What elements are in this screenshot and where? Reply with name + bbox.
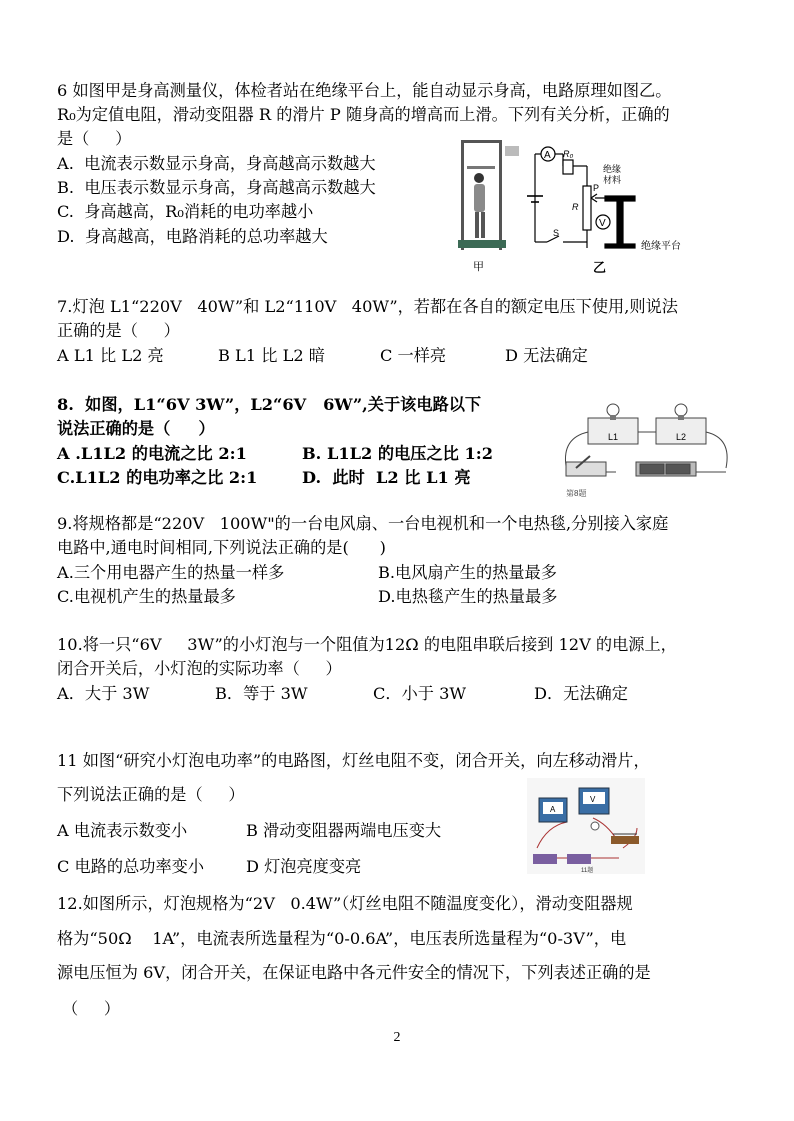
q8-figure — [556, 398, 736, 502]
r-label: R — [572, 202, 579, 212]
q7-option-b[interactable]: B L1 比 L2 暗 — [218, 346, 325, 365]
height-meter-illustration — [458, 140, 519, 250]
q11-line-2: 下列说法正确的是（ ） — [57, 785, 245, 804]
switch-label: S — [553, 228, 560, 238]
q11-ammeter-icon — [539, 798, 567, 822]
q7-option-d[interactable]: D 无法确定 — [505, 346, 588, 365]
q10-option-d[interactable]: D．无法确定 — [534, 684, 628, 703]
q6-line-3: 是（ ） — [57, 129, 132, 148]
q8-option-d[interactable]: D. 此时 L2 比 L1 亮 — [302, 468, 471, 487]
q11-figure-caption: 11题 — [581, 868, 594, 874]
q6-option-b[interactable]: B. 电压表示数显示身高，身高越高示数越大 — [57, 178, 376, 197]
q8-option-a[interactable]: A .L1L2 的电流之比 2:1 — [57, 444, 247, 463]
q9-option-d[interactable]: D.电热毯产生的热量最多 — [378, 587, 558, 606]
insulation-material-label: 绝缘材料 — [603, 164, 622, 185]
q11-option-b[interactable]: B 滑动变阻器两端电压变大 — [246, 821, 442, 840]
q6-figure — [455, 136, 705, 276]
q9-option-b[interactable]: B.电风扇产生的热量最多 — [378, 563, 557, 582]
q9-option-c[interactable]: C.电视机产生的热量最多 — [57, 587, 236, 606]
q8-line-1: 8. 如图，L1“6V 3W”，L2“6V 6W”,关于该电路以下 — [57, 395, 482, 414]
q11-voltmeter-icon — [579, 788, 609, 814]
q11-option-c[interactable]: C 电路的总功率变小 — [57, 857, 205, 876]
q10-option-b[interactable]: B．等于 3W — [215, 684, 308, 703]
l2-label: L2 — [676, 432, 687, 442]
q6-option-d[interactable]: D. 身高越高，电路消耗的总功率越大 — [57, 227, 328, 246]
page-number: 2 — [393, 1030, 401, 1045]
q10-option-c[interactable]: C．小于 3W — [373, 684, 467, 703]
platform-label: 绝缘平台 — [641, 241, 681, 252]
q12-line-4: （ ） — [62, 999, 121, 1018]
p-label: P — [593, 183, 600, 193]
q8-option-b[interactable]: B. L1L2 的电压之比 1:2 — [302, 444, 493, 463]
q8-circuit-wiring — [565, 418, 727, 476]
ammeter-label: A — [544, 150, 551, 161]
q11-bulb-icon — [591, 822, 599, 830]
q10-option-a[interactable]: A．大于 3W — [57, 684, 150, 703]
q7-line-2: 正确的是（ ） — [57, 321, 180, 340]
q9-line-1: 9.将规格都是“220V 100W"的一台电风扇、一台电视机和一个电热毯,分别接入家庭 — [57, 514, 669, 533]
l1-label: L1 — [608, 432, 619, 442]
q6-option-c[interactable]: C. 身高越高，R₀消耗的电功率越小 — [57, 202, 314, 221]
q6-option-a[interactable]: A. 电流表示数显示身高，身高越高示数越大 — [57, 154, 376, 173]
q9-option-a[interactable]: A.三个用电器产生的热量一样多 — [57, 563, 285, 582]
r0-label: R₀ — [563, 149, 574, 159]
figure-label-yi: 乙 — [593, 260, 607, 275]
q7-option-c[interactable]: C 一样亮 — [380, 346, 447, 365]
q10-line-1: 10.将一只“6V 3W”的小灯泡与一个阻值为12Ω 的电阻串联后接到 12V 的电源上， — [57, 635, 677, 654]
q11-line-1: 11 如图“研究小灯泡电功率”的电路图，灯丝电阻不变，闭合开关，向左移动滑片， — [57, 751, 650, 770]
q11-figure — [527, 778, 645, 874]
q6-line-2: R₀为定值电阻，滑动变阻器 R 的滑片 P 随身高的增高而上滑。下列有关分析，正确的 — [57, 105, 670, 124]
figure-label-jia: 甲 — [473, 261, 484, 273]
q11-option-d[interactable]: D 灯泡亮度变亮 — [246, 857, 362, 876]
q11-voltmeter-label: V — [590, 795, 596, 804]
q7-option-a[interactable]: A L1 比 L2 亮 — [57, 346, 164, 365]
q10-line-2: 闭合开关后，小灯泡的实际功率（ ） — [57, 659, 342, 678]
q12-line-1: 12.如图所示，灯泡规格为“2V 0.4W”（灯丝电阻不随温度变化），滑动变阻器规 — [57, 894, 633, 913]
voltmeter-label: V — [599, 218, 606, 229]
q11-ammeter-label: A — [550, 805, 556, 814]
q11-option-a[interactable]: A 电流表示数变小 — [57, 821, 188, 840]
q8-figure-caption: 第8题 — [566, 489, 587, 498]
q8-line-2: 说法正确的是（ ） — [57, 419, 215, 438]
q12-line-3: 源电压恒为 6V，闭合开关，在保证电路中各元件安全的情况下，下列表述正确的是 — [57, 963, 651, 982]
q12-line-2: 格为“50Ω 1A”，电流表所选量程为“0-0.6A”，电压表所选量程为“0-3V”，电 — [57, 929, 627, 948]
q7-line-1: 7.灯泡 L1“220V 40W”和 L2“110V 40W”，若都在各自的额定电压下使用,则说法 — [57, 297, 678, 316]
q9-line-2: 电路中,通电时间相同,下列说法正确的是( ) — [57, 538, 386, 557]
q6-line-1: 6 如图甲是身高测量仪，体检者站在绝缘平台上，能自动显示身高，电路原理如图乙。 — [57, 81, 672, 100]
q8-option-c[interactable]: C.L1L2 的电功率之比 2:1 — [57, 468, 258, 487]
